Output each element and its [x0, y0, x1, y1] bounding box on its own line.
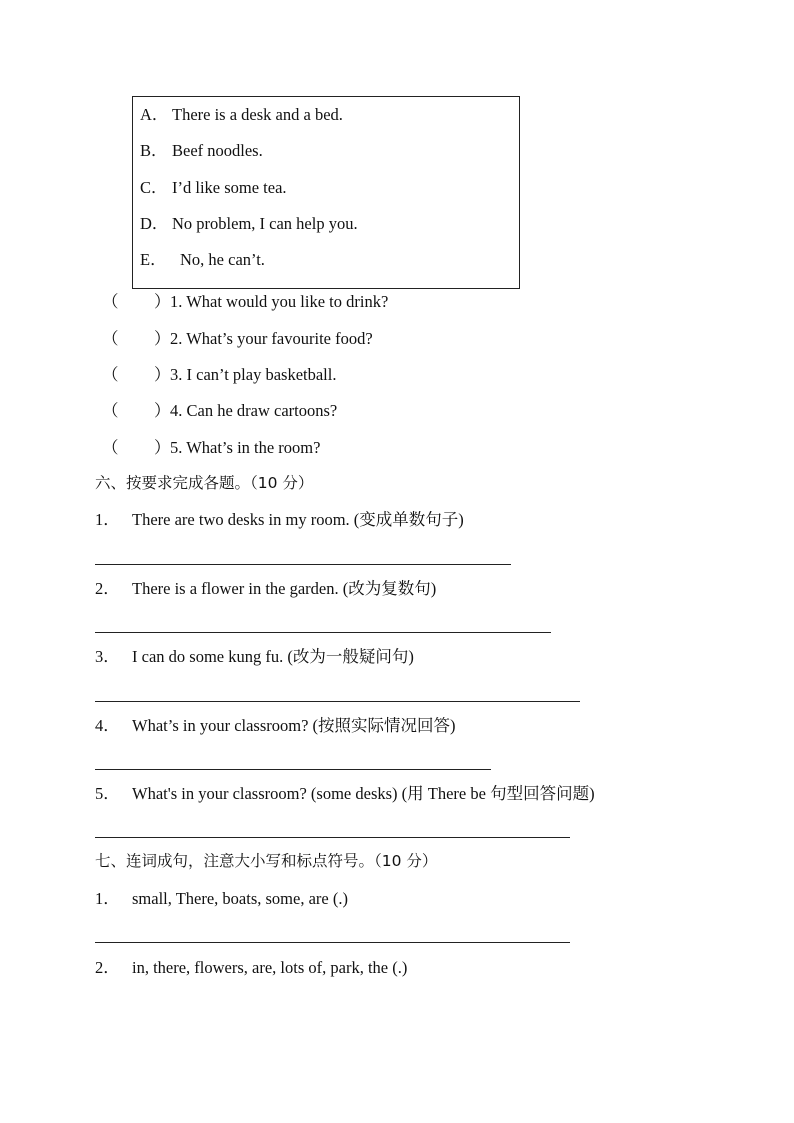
option-text: No problem, I can help you. [172, 214, 358, 233]
s7-item-1-number: 1． [95, 889, 120, 908]
answer-paren-close: ） [154, 401, 171, 420]
answer-paren-open: （ [102, 329, 119, 348]
answer-line[interactable] [95, 701, 580, 702]
option-letter: D． [140, 214, 169, 233]
section-7-title: 七、连词成句，注意大小写和标点符号。（10 分） [95, 852, 438, 870]
section-6-title: 六、按要求完成各题。（10 分） [95, 474, 314, 492]
answer-paren-open: （ [102, 401, 119, 420]
s6-item-2-text: There is a flower in the garden. (改为复数句) [132, 579, 437, 598]
s7-item-1-text: small, There, boats, some, are (.) [132, 889, 348, 908]
answer-paren-open: （ [102, 292, 119, 311]
option-letter: C． [140, 178, 168, 197]
answer-paren-close: ） [154, 329, 171, 348]
s6-item-3-text: I can do some kung fu. (改为一般疑问句) [132, 647, 414, 666]
s7-item-2-number: 2． [95, 958, 120, 977]
s6-item-4-number: 4． [95, 716, 120, 735]
s6-item-1-text: There are two desks in my room. (变成单数句子) [132, 510, 464, 529]
answer-paren-open: （ [102, 365, 119, 384]
s6-item-5-number: 5． [95, 784, 120, 803]
option-text: There is a desk and a bed. [172, 105, 343, 124]
s6-item-3-number: 3． [95, 647, 120, 666]
matching-question-3 [0, 367, 794, 387]
s6-item-4-text: What’s in your classroom? (按照实际情况回答) [132, 716, 456, 735]
s6-item-5-text: What's in your classroom? (some desks) (用 There be 句型回答问题) [132, 784, 595, 803]
question-text: 2. What’s your favourite food? [170, 329, 373, 348]
question-text: 4. Can he draw cartoons? [170, 401, 338, 420]
s6-item-1-number: 1． [95, 510, 120, 529]
answer-line[interactable] [95, 942, 570, 943]
option-letter: B． [140, 141, 168, 160]
answer-line[interactable] [95, 632, 551, 633]
answer-line[interactable] [95, 769, 491, 770]
answer-paren-open: （ [102, 438, 119, 457]
matching-question-5 [0, 440, 794, 460]
option-text: No, he can’t. [180, 250, 265, 269]
answer-paren-close: ） [154, 365, 171, 384]
matching-question-1 [0, 294, 794, 314]
option-letter: A． [140, 105, 169, 124]
s7-item-2-text: in, there, flowers, are, lots of, park, the (.) [132, 958, 408, 977]
matching-question-2 [0, 331, 794, 351]
question-text: 3. I can’t play basketball. [170, 365, 337, 384]
question-text: 1. What would you like to drink? [170, 292, 389, 311]
answer-line[interactable] [95, 837, 570, 838]
option-letter: E． [140, 250, 167, 269]
answer-line[interactable] [95, 564, 511, 565]
answer-paren-close: ） [154, 438, 171, 457]
question-text: 5. What’s in the room? [170, 438, 321, 457]
s6-item-2-number: 2． [95, 579, 120, 598]
answer-paren-close: ） [154, 292, 171, 311]
matching-question-4 [0, 403, 794, 423]
option-text: Beef noodles. [172, 141, 263, 160]
option-text: I’d like some tea. [172, 178, 287, 197]
